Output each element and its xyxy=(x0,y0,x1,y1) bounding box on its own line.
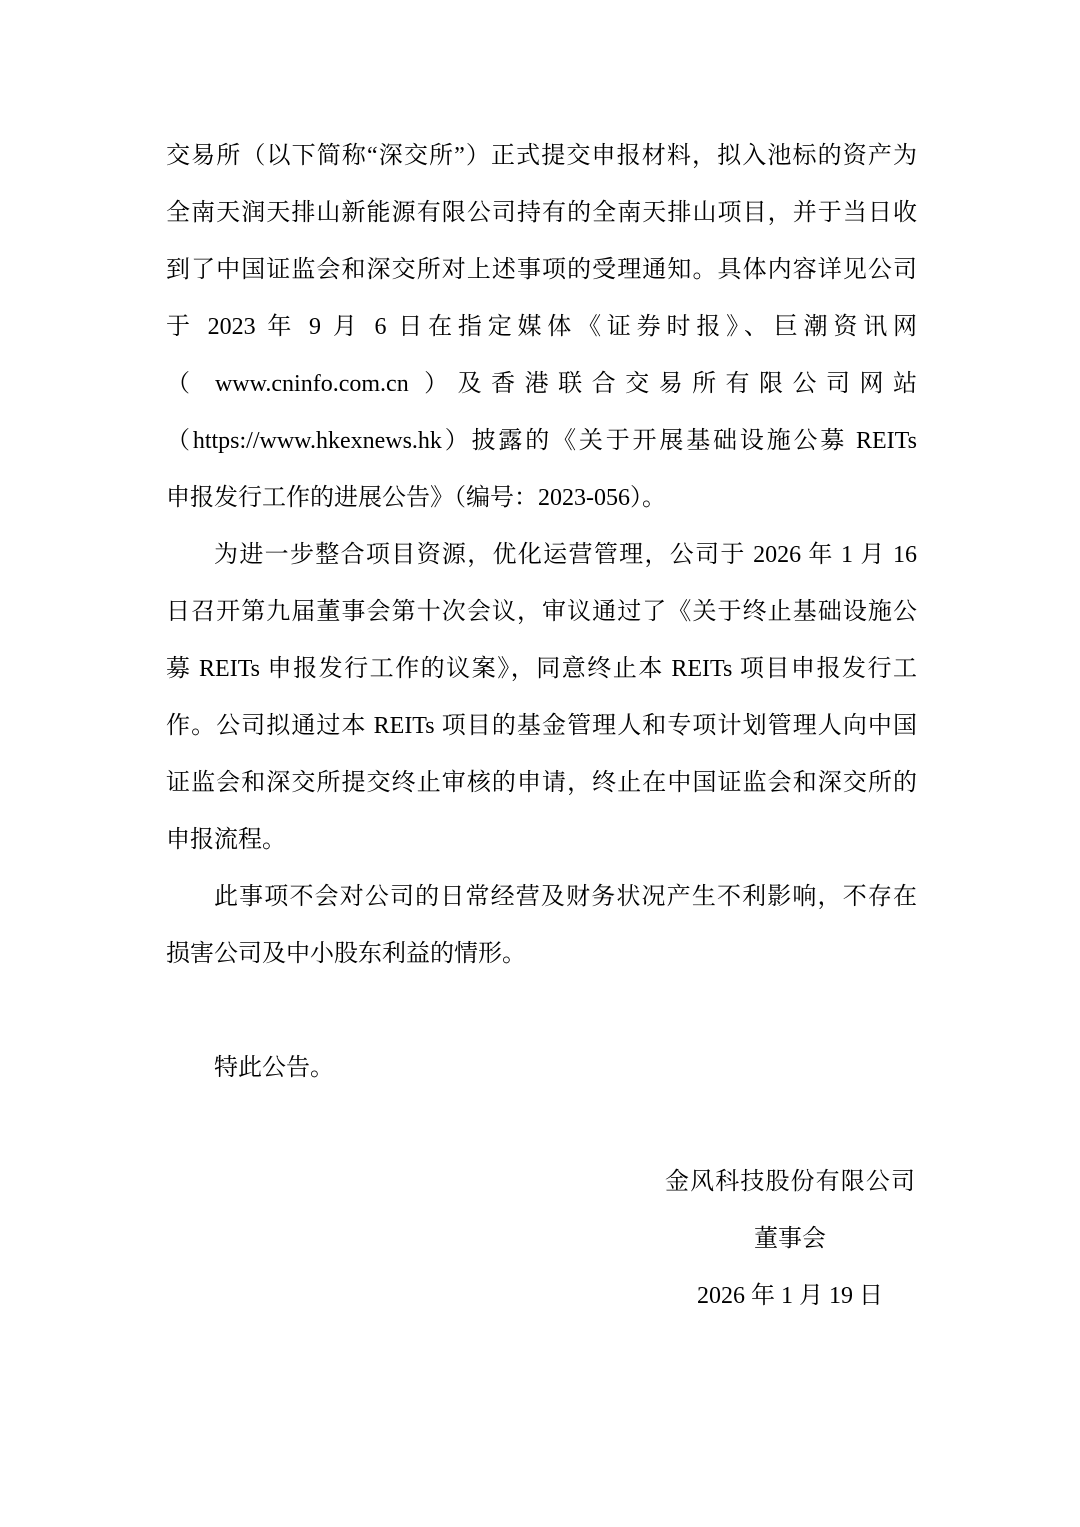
text-line: 申报发行工作的进展公告》（编号：2023-056）。 xyxy=(166,485,666,511)
text-line: （https://www.hkexnews.hk）披露的《关于开展基础设施公募 REITs xyxy=(166,428,917,454)
closing-statement: 特此公告。 xyxy=(214,1055,334,1081)
signature-block xyxy=(665,1154,915,1325)
text-line: 交易所（以下简称“深交所”）正式提交申报材料，拟入池标的资产为 xyxy=(166,143,917,169)
text-line: 于 2023 年 9 月 6 日在指定媒体《证券时报》、巨潮资讯网 xyxy=(166,314,917,340)
text-line: （ www.cninfo.com.cn ）及香港联合交易所有限公司网站 xyxy=(166,371,917,397)
text-line: 证监会和深交所提交终止审核的申请，终止在中国证监会和深交所的 xyxy=(166,770,917,796)
text-line: 全南天润天排山新能源有限公司持有的全南天排山项目，并于当日收 xyxy=(166,200,917,226)
text-line: 作。公司拟通过本 REITs 项目的基金管理人和专项计划管理人向中国 xyxy=(166,713,917,739)
text-line: 此事项不会对公司的日常经营及财务状况产生不利影响，不存在 xyxy=(214,884,917,910)
signature-company-name: 金风科技股份有限公司 xyxy=(665,1169,915,1195)
text-line: 日召开第九届董事会第十次会议，审议通过了《关于终止基础设施公 xyxy=(166,599,917,625)
text-line: 损害公司及中小股东利益的情形。 xyxy=(166,941,526,967)
signature-board: 董事会 xyxy=(754,1226,826,1252)
text-line: 募 REITs 申报发行工作的议案》，同意终止本 REITs 项目申报发行工 xyxy=(166,656,917,682)
text-line: 到了中国证监会和深交所对上述事项的受理通知。具体内容详见公司 xyxy=(166,257,917,283)
signature-date: 2026 年 1 月 19 日 xyxy=(697,1283,883,1309)
text-line: 申报流程。 xyxy=(166,827,286,853)
body-text xyxy=(166,128,917,983)
text-line: 为进一步整合项目资源，优化运营管理，公司于 2026 年 1 月 16 xyxy=(214,542,917,568)
